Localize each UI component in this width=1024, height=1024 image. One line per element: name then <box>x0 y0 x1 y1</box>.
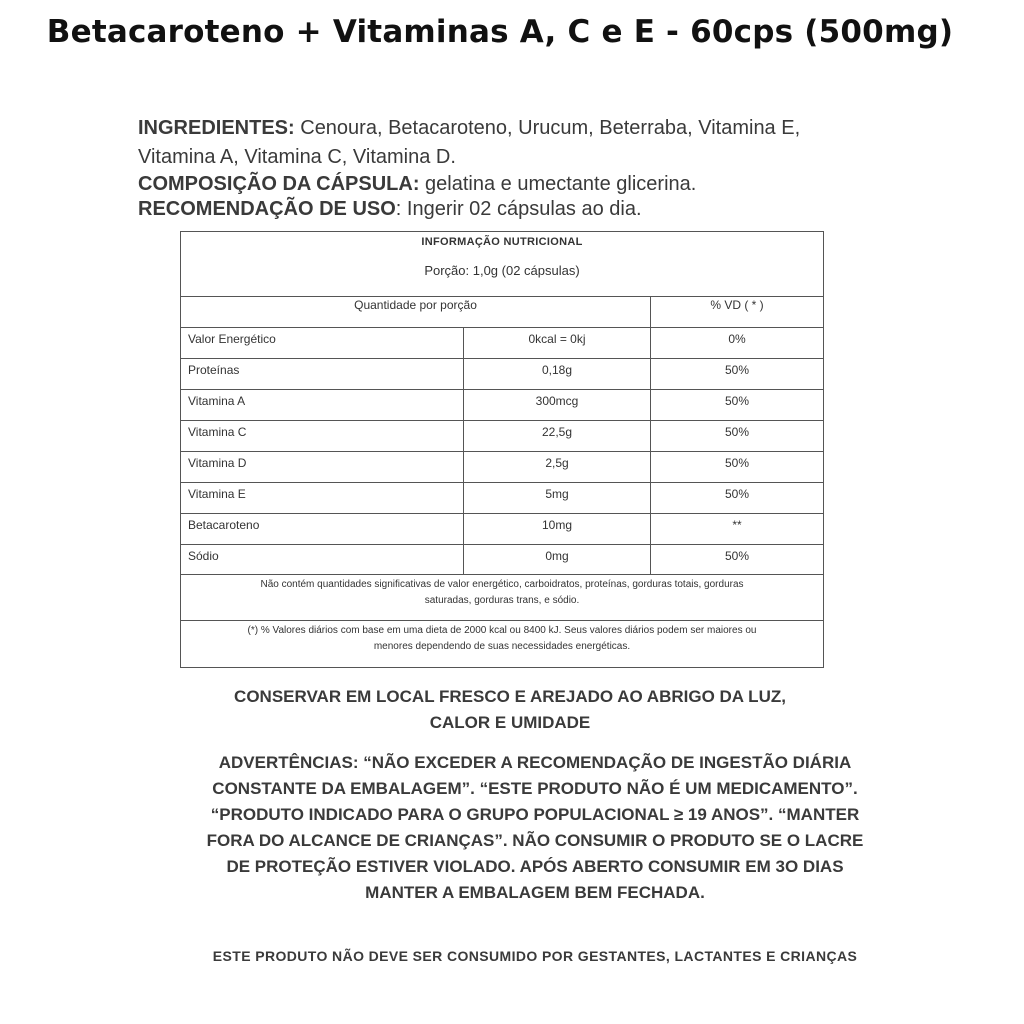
nutrition-note-daily-values <box>181 621 823 667</box>
storage-instructions <box>150 684 870 736</box>
warning-line: MANTER A EMBALAGEM BEM FECHADA. <box>365 883 705 902</box>
nutrient-name: Vitamina D <box>181 452 464 482</box>
nutrient-qty: 2,5g <box>464 452 651 482</box>
nutrient-qty: 22,5g <box>464 421 651 451</box>
note-line: menores dependendo de suas necessidades energéticas. <box>373 641 631 652</box>
ingredients-label: INGREDIENTES: <box>138 117 295 139</box>
nutrition-header-row <box>181 297 823 328</box>
table-row <box>181 483 823 514</box>
usage-line <box>138 197 958 222</box>
ingredients-text: Cenoura, Betacaroteno, Urucum, Beterraba, Vitamina E, <box>294 117 801 139</box>
col-vd-header: % VD ( * ) <box>710 298 764 312</box>
table-row <box>181 452 823 483</box>
usage-label: RECOMENDAÇÃO DE USO <box>138 198 396 220</box>
table-row <box>181 390 823 421</box>
storage-line: CALOR E UMIDADE <box>429 713 591 732</box>
nutrition-portion: Porção: 1,0g (02 cápsulas) <box>181 252 823 297</box>
nutrient-name: Sódio <box>181 545 464 574</box>
warning-line: ADVERTÊNCIAS: “NÃO EXCEDER A RECOMENDAÇÃO DE INGESTÃO DIÁRIA <box>218 753 852 772</box>
capsule-text: gelatina e umectante glicerina. <box>419 173 697 195</box>
nutrient-vd: 50% <box>724 487 750 501</box>
nutrient-vd: ** <box>732 518 742 532</box>
nutrient-qty: 0mg <box>464 545 651 574</box>
nutrition-note-insignificant <box>181 575 823 621</box>
table-row <box>181 328 823 359</box>
nutrient-vd: 50% <box>724 363 750 377</box>
ingredients-line-2: Vitamina A, Vitamina C, Vitamina D. <box>138 146 456 168</box>
nutrient-qty: 10mg <box>464 514 651 544</box>
warnings <box>120 750 950 906</box>
warning-line: “PRODUTO INDICADO PARA O GRUPO POPULACIONAL ≥ 19 ANOS”. “MANTER <box>210 805 860 824</box>
note-line: Não contém quantidades significativas de valor energético, carboidratos, proteínas, gorduras totais, gorduras <box>260 579 744 590</box>
warning-line: CONSTANTE DA EMBALAGEM”. “ESTE PRODUTO NÃO É UM MEDICAMENTO”. <box>212 779 858 798</box>
nutrient-vd: 0% <box>728 332 746 346</box>
table-row <box>181 359 823 390</box>
nutrient-qty: 300mcg <box>464 390 651 420</box>
note-line: (*) % Valores diários com base em uma dieta de 2000 kcal ou 8400 kJ. Seus valores diários podem ser maiores ou <box>247 625 757 636</box>
nutrient-qty: 5mg <box>464 483 651 513</box>
nutrient-vd: 50% <box>724 456 750 470</box>
nutrient-qty: 0,18g <box>464 359 651 389</box>
table-row <box>181 421 823 452</box>
nutrient-vd: 50% <box>724 549 750 563</box>
warning-line: FORA DO ALCANCE DE CRIANÇAS”. NÃO CONSUMIR O PRODUTO SE O LACRE <box>206 831 864 850</box>
nutrient-name: Vitamina C <box>181 421 464 451</box>
nutrition-table <box>180 231 824 668</box>
pregnancy-warning: ESTE PRODUTO NÃO DEVE SER CONSUMIDO POR GESTANTES, LACTANTES E CRIANÇAS <box>212 948 858 964</box>
nutrient-name: Betacaroteno <box>181 514 464 544</box>
page-title: Betacaroteno + Vitaminas A, C e E - 60cps (500mg) <box>46 14 954 50</box>
ingredients-line <box>138 114 958 143</box>
capsule-label: COMPOSIÇÃO DA CÁPSULA: <box>138 173 420 195</box>
usage-text: : Ingerir 02 cápsulas ao dia. <box>395 198 642 220</box>
warning-line: DE PROTEÇÃO ESTIVER VIOLADO. APÓS ABERTO CONSUMIR EM 3O DIAS <box>226 857 844 876</box>
nutrient-vd: 50% <box>724 394 750 408</box>
nutrient-name: Vitamina A <box>181 390 464 420</box>
nutrient-name: Valor Energético <box>181 328 464 358</box>
nutrient-name: Vitamina E <box>181 483 464 513</box>
table-row <box>181 514 823 545</box>
table-row <box>181 545 823 575</box>
note-line: saturadas, gorduras trans, e sódio. <box>424 595 580 606</box>
capsule-line <box>138 172 958 197</box>
storage-line: CONSERVAR EM LOCAL FRESCO E AREJADO AO ABRIGO DA LUZ, <box>234 687 786 706</box>
nutrient-name: Proteínas <box>181 359 464 389</box>
product-info <box>138 114 958 222</box>
nutrient-qty: 0kcal = 0kj <box>464 328 651 358</box>
col-quantity-header: Quantidade por porção <box>181 297 651 327</box>
nutrient-vd: 50% <box>724 425 750 439</box>
nutrition-title: INFORMAÇÃO NUTRICIONAL <box>421 236 583 248</box>
